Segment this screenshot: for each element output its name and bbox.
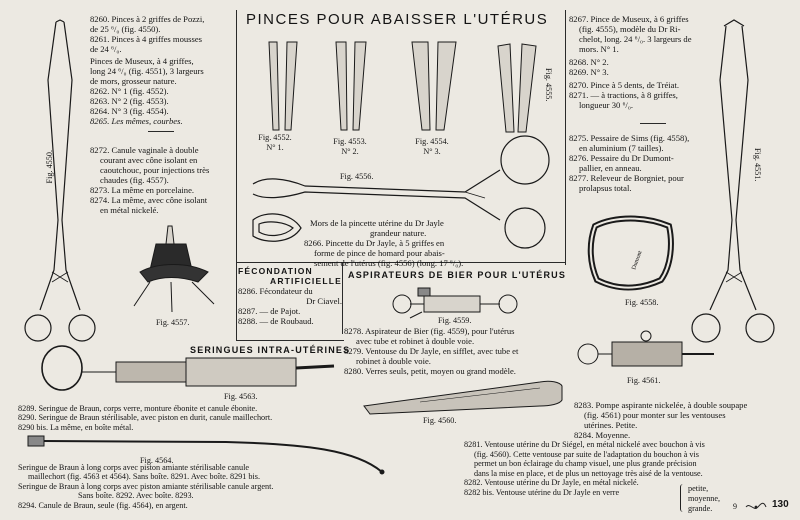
item-8290bis: 8290 bis. La même, en boîte métal. [18,422,134,432]
size-moyenne: moyenne, [688,494,721,503]
item-8281-cont: (fig. 4560). Cette ventouse par suite de l'adaptation du bouchon à vis [474,449,699,459]
size-brace [680,484,687,512]
item-8283: 8283. Pompe aspirante nickelée, à double soupape [574,400,748,410]
item-8284: 8284. Moyenne. [574,430,631,440]
item-8278: 8278. Aspirateur de Bier (fig. 4559), pour l'utérus [344,326,515,336]
item-8265: 8265. Les mêmes, courbes. [90,116,183,126]
right-short-rule [640,123,666,124]
seringue-4563-engraving [36,342,336,392]
item-8289: 8289. Seringue de Braun, corps verre, monture ébonite et canule ébonite. [18,404,258,413]
item-8282bis: 8282 bis. Ventouse utérine du Dr Jayle en verre [464,487,620,497]
sheet-mark: 9 [733,502,737,511]
item-8274-cont: en métal nickelé. [100,205,159,215]
page-number: 130 [772,499,789,510]
item-8286-cont: Dr Ciavel. [306,296,342,306]
fig-4554-title: Fig. 4554. [415,137,449,146]
seringues-heading: SERINGUES INTRA-UTÉRINES [190,345,351,355]
item-8272-cont3: chaudes (fig. 4557). [100,175,169,185]
item-8288: 8288. — de Roubaud. [238,316,314,326]
aspirateurs-heading: ASPIRATEURS DE BIER POUR L'UTÉRUS [348,270,567,280]
item-8268: 8268. N° 2. [569,57,609,67]
item-8281-cont2: permet un bon éclairage du champ visuel, une plus grande précision [474,459,697,469]
fig-4557-label: Fig. 4557. [156,318,190,327]
museux-cont: long 24 ⁶/₀ (fig. 4551), 3 largeurs [90,66,204,76]
item-8267-cont3: mors. N° 1. [579,44,619,54]
left-short-rule [148,131,174,132]
ornament-icon [745,502,767,512]
item-8275: 8275. Pessaire de Sims (fig. 4558), [569,133,690,143]
item-8278-cont: avec tube et robinet à double voie. [356,336,475,346]
item-8267-cont: (fig. 4555), modèle du Dr Ri- [579,24,681,34]
jaws-4552-engraving [265,40,301,132]
pompe-4561-engraving [574,330,724,374]
fecondation-rule [342,262,343,334]
canule-4564-engraving [26,428,386,478]
fig-4550-label: Fig. 4550. [45,150,54,184]
fig-4560-label: Fig. 4560. [423,416,457,425]
item-8270: 8270. Pince à 5 dents, de Tréiat. [569,80,680,90]
item-8294: 8294. Canule de Braun, seule (fig. 4564), en argent. [18,500,188,510]
item-8266-cont: forme de pince de homard pour abais- [314,248,445,258]
size-petite: petite, [688,484,709,493]
item-8292: Seringue de Braun à long corps avec piston amiante stérilisable canule argent. [18,481,274,491]
item-8272-cont: courant avec cône isolant en [100,155,198,165]
item-8267-cont2: chelot, long. 24 ⁶/₀. 3 largeurs de [579,34,692,44]
item-8276: 8276. Pessaire du Dr Dumont- [569,153,674,163]
item-8260: 8260. Pinces à 2 griffes de Pozzi, [90,14,205,24]
item-8277: 8277. Releveur de Borgniet, pour [569,173,684,183]
pessaire-4558-engraving [585,214,677,294]
item-8273: 8273. La même en porcelaine. [90,185,195,195]
right-column-rule [565,10,566,265]
aspirateur-4559-engraving [390,282,520,318]
item-8279-cont: robinet à double voie. [356,356,431,366]
item-8266-cont2: sement de l'utérus (fig. 4556) (long. 17 ⁶/₀). [314,258,464,268]
canule-text [90,145,236,215]
item-8282: 8282. Ventouse utérine du Dr Jayle, en métal nickelé. [464,478,639,488]
item-8291: Seringue de Braun à long corps avec piston amiante stérilisable canule [18,463,249,472]
item-8287: 8287. — de Pajot. [238,306,301,316]
item-8272: 8272. Canule vaginale à double [90,145,199,155]
item-8277-cont: prolapsus total. [579,183,632,193]
item-8286: 8286. Fécondateur du [238,286,313,296]
fig-4559-label: Fig. 4559. [438,316,472,325]
aspirateurs-text [344,326,566,376]
fig-4552-sub: N° 1. [266,143,284,152]
fig-4553-title: Fig. 4553. [333,137,367,146]
fig-4561-label: Fig. 4561. [627,376,661,385]
fig-4564-label: Fig. 4564. [140,456,174,465]
seringues-rule [236,340,344,341]
item-8280: 8280. Verres seuls, petit, moyen ou grand modèle. [344,366,516,376]
item-8275-cont: en aluminium (7 tailles). [579,143,664,153]
item-8266: 8266. Pincette du Dr Jayle, à 5 griffes en [304,238,445,248]
fig-4563-label: Fig. 4563. [224,392,258,401]
pompe-text [574,400,796,440]
ventouse-sizes [688,484,748,514]
item-8272-cont2: caoutchouc, pour injections très [100,165,210,175]
jaws-4555-engraving [496,42,540,134]
fig-4551-label: Fig. 4551. [753,148,762,182]
museux-heading: Pinces de Museux, à 4 griffes, [90,56,194,66]
item-8281-cont3: dans la mise en place, et de plus un nettoyage très aisé de la ventouse. [474,468,703,478]
fig-4552-title: Fig. 4552. [258,133,292,142]
item-8291-cont: maillechort (fig. 4563 et 4564). Sans boîte. 8291. Avec boîte. 8291 bis. [28,472,261,482]
jayle-caption-1: Mors de la pincette utérine du Dr Jayle [310,218,444,228]
museux-cont2: de mors, grosseur nature. [90,76,177,86]
item-8262: 8262. N° 1 (fig. 4552). [90,86,169,96]
left-column-text [90,14,236,126]
fig-4553-sub: N° 2. [341,147,359,156]
item-8292-cont: Sans boîte. 8292. Avec boîte. 8293. [78,491,194,501]
jayle-caption-2: grandeur nature. [370,228,427,238]
jaws-4554-engraving [410,40,458,132]
fig-4554-sub: N° 3. [423,147,441,156]
item-8283-cont: (fig. 4561) pour monter sur les ventouses [584,410,726,420]
fig-4556-label: Fig. 4556. [340,172,374,181]
pessaire-maker-mark: Dumont [631,250,644,271]
item-8263: 8263. N° 2 (fig. 4553). [90,96,169,106]
left-column-rule [236,10,237,340]
jaws-4553-engraving [333,40,369,132]
item-8279: 8279. Ventouse du Dr Jayle, en sifflet, avec tube et [344,346,519,356]
item-8269: 8269. N° 3. [569,67,609,77]
fecondation-heading-1: FÉCONDATION [238,266,313,276]
item-8271: 8271. — à tractions, à 8 griffes, [569,90,678,100]
item-8261-cont: de 24 ⁶/₀. [90,44,122,54]
fig-4558-label: Fig. 4558. [625,298,659,307]
item-8274: 8274. La même, avec cône isolant [90,195,208,205]
item-8281: 8281. Ventouse utérine du Dr Siégel, en métal nickelé avec bouchon à vis [464,440,705,449]
ventouse-4560-engraving [360,378,570,418]
size-grande: grande. [688,504,713,513]
fecondation-section [238,266,342,326]
canule-4557-engraving [128,222,224,317]
item-8261: 8261. Pinces à 4 griffes mousses [90,34,203,44]
item-8283-cont2: utérines. Petite. [584,420,638,430]
item-8290: 8290. Seringue de Braun stérilisable, avec piston en durit, canule maillechort. [18,413,273,423]
page-title: PINCES POUR ABAISSER L'UTÉRUS [246,11,549,28]
item-8267: 8267. Pince de Museux, à 6 griffes [569,14,689,24]
item-8260-cont: de 25 ⁶/₀ (fig. 4550). [90,24,161,34]
forceps-4551-engraving [690,20,770,350]
fecondation-heading-2: ARTIFICIELLE [269,276,342,286]
pincette-4556-engraving [245,140,555,250]
item-8276-cont: pallier, en anneau. [579,163,642,173]
fig-4555-label: Fig. 4555. [544,68,553,102]
item-8264: 8264. N° 3 (fig. 4554). [90,106,169,116]
item-8271-cont: longueur 30 ⁶/₀. [579,100,633,110]
forceps-4550-engraving [24,20,96,350]
